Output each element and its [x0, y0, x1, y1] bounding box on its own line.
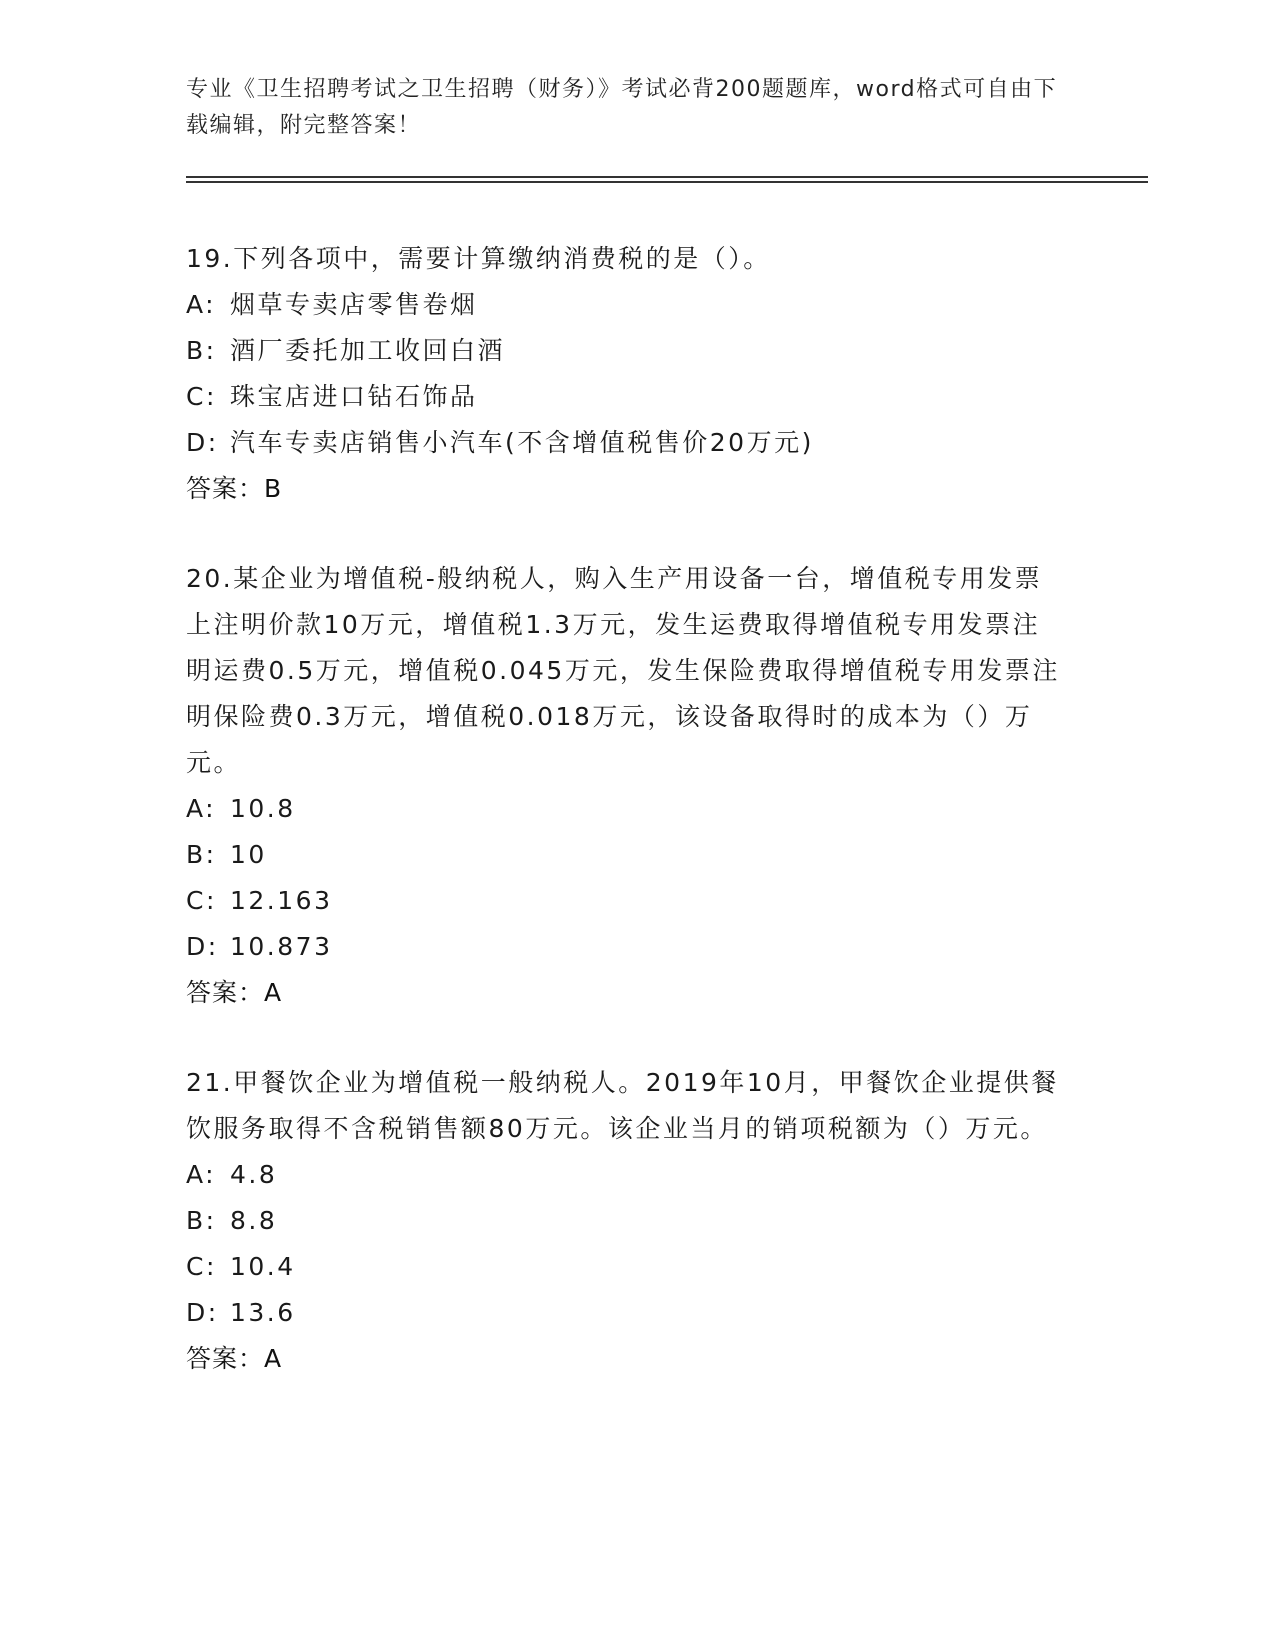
option-label: C: — [186, 886, 217, 915]
option-d — [186, 924, 1066, 970]
option-b — [186, 1198, 1066, 1244]
option-label: A: — [186, 290, 217, 319]
header-rule-bottom — [186, 181, 1148, 183]
question-20 — [186, 556, 1066, 1016]
option-label: B: — [186, 1206, 217, 1235]
option-label: D: — [186, 932, 219, 961]
option-b — [186, 832, 1066, 878]
question-stem: 20.某企业为增值税-般纳税人，购入生产用设备一台，增值税专用发票上注明价款10万元，增值税1.3万元，发生运费取得增值税专用发票注明运费0.5万元，增值税0.045万元，发生保险费取得增值税专用发票注明保险费0.3万元，增值税0.018万元，该设备取得时的成本为（）万元。 — [186, 564, 1060, 777]
option-text: 10.8 — [230, 794, 296, 823]
option-c — [186, 374, 1066, 420]
option-text: 10.4 — [230, 1252, 296, 1281]
option-text: 酒厂委托加工收回白酒 — [230, 336, 506, 365]
option-c — [186, 878, 1066, 924]
option-text: 4.8 — [230, 1160, 278, 1189]
option-a — [186, 1152, 1066, 1198]
option-a — [186, 786, 1066, 832]
option-d — [186, 420, 1066, 466]
option-c — [186, 1244, 1066, 1290]
question-stem: 21.甲餐饮企业为增值税一般纳税人。2019年10月，甲餐饮企业提供餐饮服务取得不含税销售额80万元。该企业当月的销项税额为（）万元。 — [186, 1068, 1059, 1143]
option-label: C: — [186, 1252, 217, 1281]
question-list — [186, 236, 1066, 1426]
option-b — [186, 328, 1066, 374]
option-label: A: — [186, 794, 217, 823]
option-text: 10.873 — [230, 932, 333, 961]
option-text: 汽车专卖店销售小汽车(不含增值税售价20万元) — [230, 428, 814, 457]
option-label: B: — [186, 336, 217, 365]
question-21 — [186, 1060, 1066, 1382]
option-label: D: — [186, 428, 219, 457]
question-19 — [186, 236, 1066, 512]
option-text: 13.6 — [230, 1298, 296, 1327]
answer-line: 答案：B — [186, 474, 283, 503]
option-label: D: — [186, 1298, 219, 1327]
header-intro: 专业《卫生招聘考试之卫生招聘（财务）》考试必背200题题库，word格式可自由下载编辑，附完整答案！ — [186, 77, 1058, 138]
question-stem: 19.下列各项中，需要计算缴纳消费税的是（）。 — [186, 244, 771, 273]
option-text: 珠宝店进口钻石饰品 — [230, 382, 478, 411]
option-text: 10 — [230, 840, 267, 869]
option-text: 8.8 — [230, 1206, 278, 1235]
answer-line: 答案：A — [186, 978, 283, 1007]
answer-line: 答案：A — [186, 1344, 283, 1373]
option-text: 12.163 — [230, 886, 333, 915]
option-d — [186, 1290, 1066, 1336]
option-text: 烟草专卖店零售卷烟 — [230, 290, 478, 319]
header-rule-top — [186, 176, 1148, 178]
option-label: A: — [186, 1160, 217, 1189]
option-label: C: — [186, 382, 217, 411]
option-a — [186, 282, 1066, 328]
option-label: B: — [186, 840, 217, 869]
